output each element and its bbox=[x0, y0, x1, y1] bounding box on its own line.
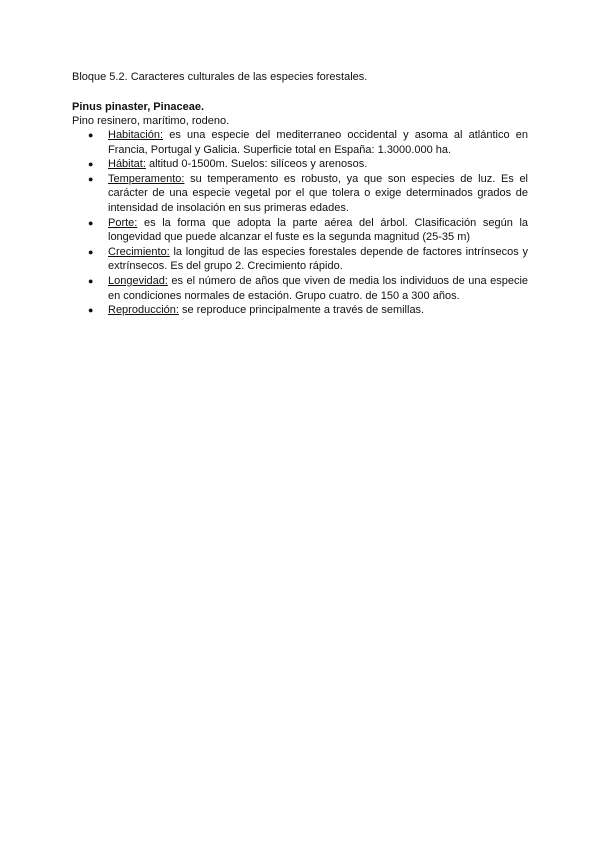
block-title: Bloque 5.2. Caracteres culturales de las especies forestales. bbox=[72, 71, 368, 83]
bullet-icon: ● bbox=[88, 275, 94, 286]
document-page bbox=[72, 70, 528, 318]
trait-text: altitud 0-1500m. Suelos: silíceos y arenosos. bbox=[145, 158, 368, 171]
list-item-habitat bbox=[72, 157, 528, 172]
trait-text: es el número de años que viven de media los individuos de una especie en condiciones normales de estación. Grupo cuatro. de 150 a 300 años. bbox=[108, 274, 528, 302]
trait-term: Temperamento: bbox=[108, 172, 185, 185]
list-item-longevidad bbox=[72, 274, 528, 303]
list-item-temperamento bbox=[72, 172, 528, 216]
bullet-icon: ● bbox=[88, 173, 94, 184]
trait-text: se reproduce principalmente a través de semillas. bbox=[178, 304, 425, 317]
bullet-icon: ● bbox=[88, 217, 94, 228]
trait-text: la longitud de las especies forestales depende de factores intrínsecos y extrínsecos. Es del grupo 2. Crecimiento rápido. bbox=[108, 245, 528, 273]
list-item-habitacion bbox=[72, 128, 528, 157]
traits-list bbox=[72, 128, 528, 318]
trait-term: Porte: bbox=[108, 216, 138, 229]
list-item-crecimiento bbox=[72, 245, 528, 274]
list-item-reproduccion bbox=[72, 303, 528, 318]
trait-term: Longevidad: bbox=[108, 274, 168, 287]
species-name: Pinus pinaster, Pinaceae. bbox=[72, 101, 205, 113]
trait-text: su temperamento es robusto, ya que son especies de luz. Es el carácter de una especie vegetal por el que tolera o exige determinados grados de intensidad de insolación en sus primeras edades. bbox=[108, 172, 528, 214]
bullet-icon: ● bbox=[88, 159, 94, 170]
trait-term: Habitación: bbox=[108, 129, 164, 141]
trait-text: es la forma que adopta la parte aérea del árbol. Clasificación según la longevidad que puede alcanzar el fuste es la segunda magnitud (25-35 m) bbox=[108, 216, 528, 244]
bullet-icon: ● bbox=[88, 130, 94, 140]
list-item-porte bbox=[72, 216, 528, 245]
common-names: Pino resinero, marítimo, rodeno. bbox=[72, 115, 230, 127]
trait-text: es una especie del mediterraneo occidental y asoma al atlántico en Francia, Portugal y Galicia. Superficie total en España: 1.3000.000 ha. bbox=[108, 129, 528, 156]
bullet-icon: ● bbox=[88, 246, 94, 257]
bullet-icon: ● bbox=[88, 305, 94, 316]
trait-term: Reproducción: bbox=[108, 304, 179, 317]
trait-term: Hábitat: bbox=[108, 158, 146, 171]
trait-term: Crecimiento: bbox=[108, 245, 170, 258]
